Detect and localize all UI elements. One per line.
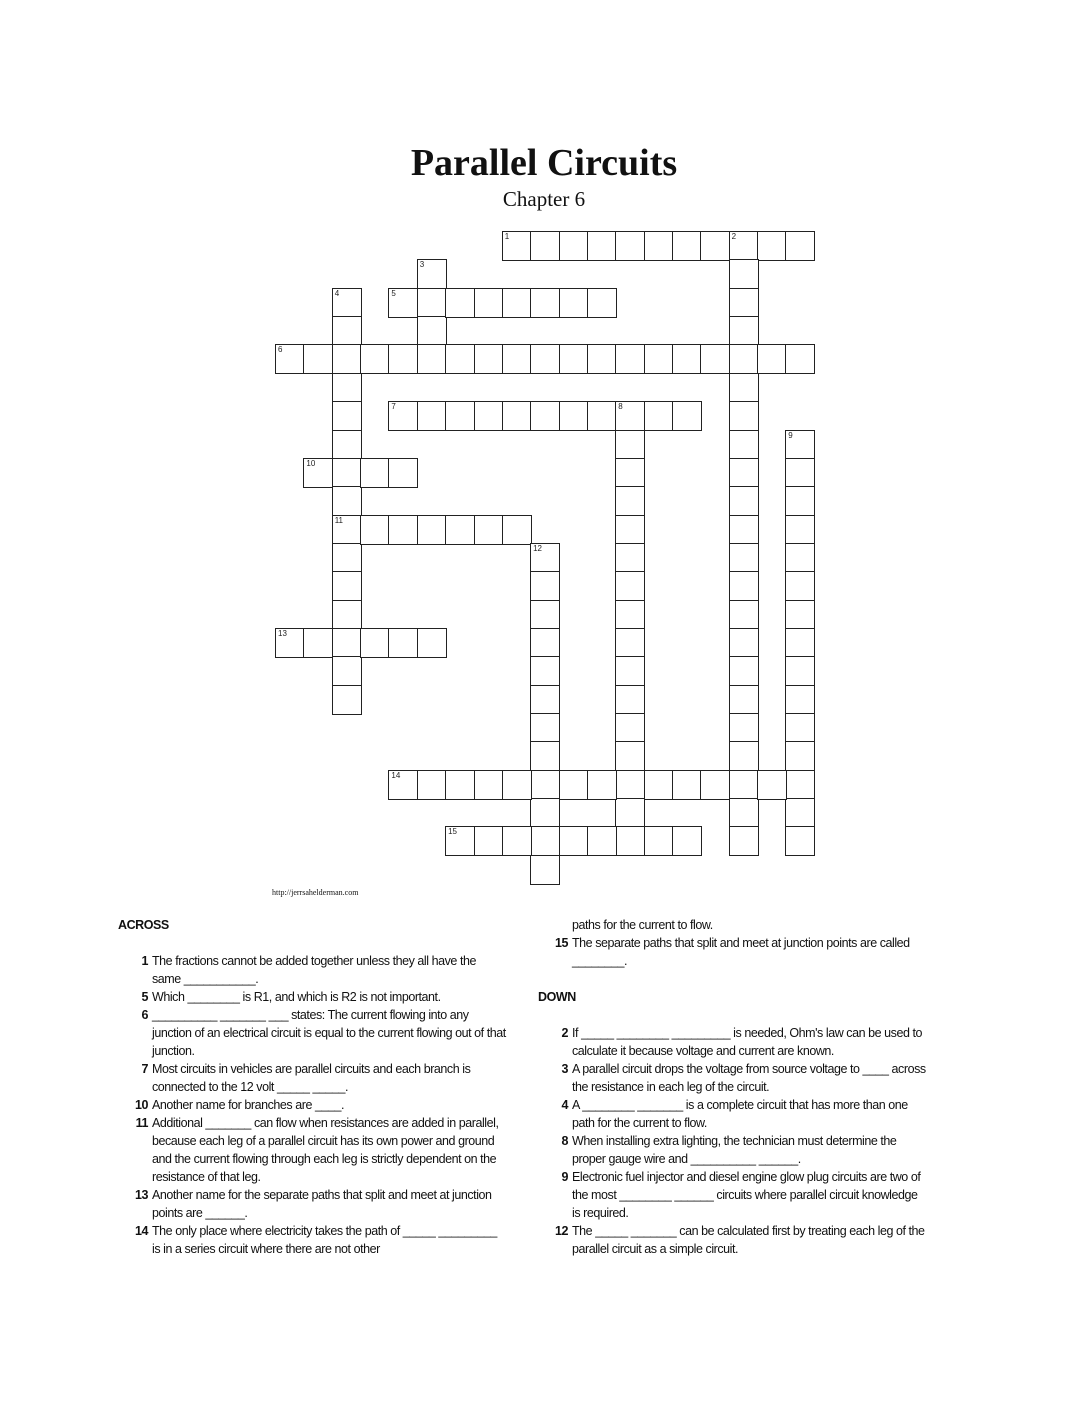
crossword-cell[interactable]	[785, 685, 815, 715]
cell-number: 11	[334, 515, 343, 525]
crossword-cell[interactable]	[332, 515, 362, 545]
cell-number: 3	[419, 260, 425, 270]
crossword-cell[interactable]	[615, 685, 645, 715]
clue-across-5	[118, 988, 518, 1006]
crossword-cell[interactable]	[672, 344, 702, 374]
cell-number: 8	[618, 402, 623, 412]
crossword-cell[interactable]	[332, 600, 362, 630]
clue-number: 13	[134, 1188, 148, 1202]
clue-across-6	[118, 1006, 518, 1060]
crossword-cell[interactable]	[417, 288, 447, 318]
crossword-cell[interactable]	[530, 571, 560, 601]
crossword-cell[interactable]	[417, 401, 447, 431]
crossword-cell[interactable]	[303, 344, 333, 374]
crossword-cell[interactable]	[757, 770, 787, 800]
crossword-cell[interactable]	[530, 628, 560, 658]
cell-number: 5	[391, 288, 396, 298]
clue-number: 5	[141, 990, 148, 1004]
clue-text: Another name for the separate paths that split and meet at junction points are ______.	[152, 1188, 492, 1220]
across-clue-list-continued	[538, 934, 938, 970]
crossword-cell[interactable]	[729, 430, 759, 460]
crossword-cell[interactable]	[615, 231, 645, 261]
crossword-cell[interactable]	[388, 288, 418, 318]
crossword-cell[interactable]	[474, 344, 504, 374]
clue-number: 4	[561, 1098, 568, 1112]
crossword-cell[interactable]	[332, 543, 362, 573]
crossword-cell[interactable]	[530, 600, 560, 630]
crossword-cell[interactable]	[445, 344, 475, 374]
clue-across_right-15	[538, 934, 938, 970]
crossword-cell[interactable]	[785, 344, 815, 374]
crossword-cell[interactable]	[615, 543, 645, 573]
crossword-cell[interactable]	[672, 826, 702, 856]
clue-text: Another name for branches are ____.	[152, 1098, 345, 1112]
clue-across-1	[118, 952, 518, 988]
cell-number: 2	[731, 232, 737, 241]
crossword-cell[interactable]	[417, 515, 447, 545]
clue-text: A ________ _______ is a complete circuit that has more than one path for the current to flow.	[572, 1098, 908, 1130]
crossword-cell[interactable]	[587, 770, 617, 800]
crossword-cell[interactable]	[615, 430, 645, 460]
clue-number: 3	[561, 1062, 568, 1076]
crossword-cell[interactable]	[559, 231, 589, 261]
clue-number: 6	[141, 1008, 148, 1022]
crossword-cell[interactable]	[700, 770, 730, 800]
crossword-cell[interactable]	[785, 656, 815, 686]
clue-across-14	[118, 1222, 518, 1258]
crossword-cell[interactable]	[785, 741, 815, 771]
crossword-cell[interactable]	[502, 401, 532, 431]
crossword-cell[interactable]	[785, 770, 815, 800]
crossword-cell[interactable]	[388, 458, 418, 488]
crossword-cell[interactable]	[530, 770, 560, 800]
clue-text: The _____ _______ can be calculated first by treating each leg of the parallel circuit as a simple circuit.	[572, 1224, 925, 1256]
crossword-cell[interactable]	[587, 288, 617, 318]
crossword-cell[interactable]	[729, 600, 759, 630]
crossword-cell[interactable]	[672, 770, 702, 800]
crossword-cell[interactable]	[332, 344, 362, 374]
crossword-cell[interactable]	[644, 770, 674, 800]
crossword-cell[interactable]	[530, 231, 560, 261]
crossword-cell[interactable]	[615, 798, 645, 828]
crossword-cell[interactable]	[785, 543, 815, 573]
clue-down-8	[538, 1132, 938, 1168]
crossword-cell[interactable]	[729, 373, 759, 403]
crossword-cell[interactable]	[388, 770, 418, 800]
crossword-cell[interactable]	[615, 458, 645, 488]
clue-text: The fractions cannot be added together unless they all have the same ___________.	[152, 954, 476, 986]
clue-across-7	[118, 1060, 518, 1096]
crossword-cell[interactable]	[700, 231, 730, 261]
crossword-cell[interactable]	[587, 344, 617, 374]
crossword-cell[interactable]	[332, 288, 362, 318]
crossword-cell[interactable]	[360, 515, 390, 545]
crossword-cell[interactable]	[445, 515, 475, 545]
clue-across-11	[118, 1114, 518, 1186]
crossword-cell[interactable]	[644, 231, 674, 261]
crossword-cell[interactable]	[502, 231, 532, 261]
crossword-cell[interactable]	[729, 515, 759, 545]
crossword-cell[interactable]	[785, 486, 815, 516]
crossword-cell[interactable]	[502, 770, 532, 800]
crossword-cell[interactable]	[530, 826, 560, 856]
crossword-cell[interactable]	[332, 628, 362, 658]
clue-across-10	[118, 1096, 518, 1114]
crossword-cell[interactable]	[445, 288, 475, 318]
crossword-cell[interactable]	[615, 600, 645, 630]
crossword-cell[interactable]	[502, 515, 532, 545]
crossword-cell[interactable]	[417, 770, 447, 800]
crossword-cell[interactable]	[332, 430, 362, 460]
crossword-cell[interactable]	[785, 826, 815, 856]
crossword-cell[interactable]	[559, 401, 589, 431]
crossword-cell[interactable]	[729, 571, 759, 601]
crossword-cell[interactable]	[672, 401, 702, 431]
crossword-cell[interactable]	[332, 373, 362, 403]
crossword-cell[interactable]	[530, 656, 560, 686]
clue-text: If _____ ________ _________ is needed, Ohm's law can be used to calculate it because voltage and current are known.	[572, 1026, 923, 1058]
crossword-cell[interactable]	[360, 628, 390, 658]
crossword-cell[interactable]	[785, 515, 815, 545]
crossword-cell[interactable]	[729, 231, 759, 261]
clue-text: __________ _______ ___ states: The current flowing into any junction of an electrical circuit is equal to the current flowing out of that junction.	[152, 1008, 506, 1058]
crossword-cell[interactable]	[729, 826, 759, 856]
crossword-cell[interactable]	[729, 543, 759, 573]
crossword-cell[interactable]	[332, 571, 362, 601]
crossword-cell[interactable]	[559, 288, 589, 318]
crossword-cell[interactable]	[729, 685, 759, 715]
crossword-cell[interactable]	[417, 344, 447, 374]
crossword-cell[interactable]	[388, 401, 418, 431]
crossword-cell[interactable]	[417, 316, 447, 346]
clue-number: 12	[554, 1224, 568, 1238]
crossword-cell[interactable]	[474, 401, 504, 431]
clues-right-column	[538, 916, 938, 1258]
clue-number: 11	[135, 1116, 148, 1130]
clue-number: 9	[561, 1170, 568, 1184]
clue-number: 10	[134, 1098, 148, 1112]
clue-text: The only place where electricity takes the path of _____ _________ is in a series circuit where there are not other	[152, 1224, 497, 1256]
cell-number: 4	[334, 288, 340, 298]
crossword-cell[interactable]	[474, 770, 504, 800]
crossword-cell[interactable]	[502, 344, 532, 374]
crossword-cell[interactable]	[757, 231, 787, 261]
clue-text: Which ________ is R1, and which is R2 is not important.	[152, 990, 441, 1004]
crossword-cell[interactable]	[615, 770, 645, 800]
crossword-cell[interactable]	[785, 600, 815, 630]
crossword-cell[interactable]	[729, 741, 759, 771]
crossword-cell[interactable]	[559, 770, 589, 800]
crossword-cell[interactable]	[785, 430, 815, 460]
crossword-cell[interactable]	[615, 741, 645, 771]
clue-text: The separate paths that split and meet at junction points are called ________.	[572, 936, 910, 968]
crossword-cell[interactable]	[474, 826, 504, 856]
clue-number: 15	[554, 936, 568, 950]
cell-number: 7	[391, 402, 396, 412]
clue-number: 1	[141, 954, 148, 968]
cell-number: 14	[391, 770, 401, 780]
crossword-cell[interactable]	[303, 628, 333, 658]
crossword-cell[interactable]	[530, 543, 560, 573]
crossword-cell[interactable]	[615, 571, 645, 601]
crossword-cell[interactable]	[530, 855, 560, 885]
crossword-cell[interactable]	[615, 515, 645, 545]
crossword-cell[interactable]	[502, 288, 532, 318]
clue-across-13	[118, 1186, 518, 1222]
crossword-cell[interactable]	[729, 713, 759, 743]
crossword-cell[interactable]	[445, 770, 475, 800]
cell-number: 15	[448, 827, 457, 837]
crossword-cell[interactable]	[332, 458, 362, 488]
crossword-cell[interactable]	[388, 628, 418, 658]
cell-number: 13	[278, 628, 287, 638]
crossword-cell[interactable]	[729, 770, 759, 800]
crossword-cell[interactable]	[785, 713, 815, 743]
crossword-cell[interactable]	[615, 401, 645, 431]
crossword-cell[interactable]	[332, 656, 362, 686]
clue-number: 2	[561, 1026, 568, 1040]
crossword-cell[interactable]	[530, 713, 560, 743]
crossword-cell[interactable]	[615, 486, 645, 516]
crossword-cell[interactable]	[559, 344, 589, 374]
crossword-cell[interactable]	[729, 316, 759, 346]
crossword-cell[interactable]	[445, 401, 475, 431]
crossword-cell[interactable]	[785, 571, 815, 601]
crossword-cell[interactable]	[332, 316, 362, 346]
crossword-cell[interactable]	[388, 515, 418, 545]
clue-number: 7	[141, 1062, 148, 1076]
crossword-cell[interactable]	[332, 401, 362, 431]
crossword-cell[interactable]	[530, 741, 560, 771]
crossword-cell[interactable]	[615, 826, 645, 856]
crossword-cell[interactable]	[530, 344, 560, 374]
crossword-cell[interactable]	[388, 344, 418, 374]
crossword-cell[interactable]	[360, 458, 390, 488]
across-clue-list	[118, 952, 518, 1258]
crossword-cell[interactable]	[417, 628, 447, 658]
crossword-cell[interactable]	[474, 515, 504, 545]
crossword-cell[interactable]	[275, 628, 305, 658]
clue-number: 8	[561, 1134, 568, 1148]
clue-down-12	[538, 1222, 938, 1258]
cell-number: 1	[504, 232, 510, 241]
crossword-cell[interactable]	[615, 713, 645, 743]
crossword-cell[interactable]	[360, 344, 390, 374]
crossword-cell[interactable]	[445, 826, 475, 856]
crossword-cell[interactable]	[502, 826, 532, 856]
clue-text: A parallel circuit drops the voltage from source voltage to ____ across the resistance in each leg of the circuit.	[572, 1062, 926, 1094]
crossword-cell[interactable]	[530, 798, 560, 828]
crossword-cell[interactable]	[757, 344, 787, 374]
crossword-cell[interactable]	[644, 826, 674, 856]
crossword-cell[interactable]	[644, 401, 674, 431]
clue-down-3	[538, 1060, 938, 1096]
crossword-cell[interactable]	[530, 288, 560, 318]
crossword-cell[interactable]	[729, 401, 759, 431]
clue-down-9	[538, 1168, 938, 1222]
crossword-cell[interactable]	[729, 798, 759, 828]
crossword-cell[interactable]	[729, 656, 759, 686]
crossword-cell[interactable]	[672, 231, 702, 261]
across-heading: ACROSS	[118, 918, 169, 932]
clue-number: 14	[134, 1224, 148, 1238]
clue-text: Additional _______ can flow when resistances are added in parallel, because each leg of a parallel circuit has its own power and ground and the current flowing through each leg is strictly dependent on the resistance of that leg.	[152, 1116, 499, 1184]
crossword-cell[interactable]	[729, 344, 759, 374]
crossword-cell[interactable]	[587, 826, 617, 856]
cell-number: 6	[278, 345, 283, 355]
crossword-cell[interactable]	[332, 486, 362, 516]
cell-number: 12	[533, 543, 542, 553]
crossword-cell[interactable]	[785, 458, 815, 488]
crossword-cell[interactable]	[785, 231, 815, 261]
clue-down-4	[538, 1096, 938, 1132]
crossword-cell[interactable]	[615, 656, 645, 686]
crossword-cell[interactable]	[587, 231, 617, 261]
across-clue-continuation: paths for the current to flow.	[572, 918, 713, 932]
crossword-cell[interactable]	[530, 401, 560, 431]
crossword-cell[interactable]	[332, 685, 362, 715]
crossword-cell[interactable]	[275, 344, 305, 374]
crossword-cell[interactable]	[729, 458, 759, 488]
crossword-cell[interactable]	[644, 344, 674, 374]
down-clue-list	[538, 1024, 938, 1258]
crossword-cell[interactable]	[587, 401, 617, 431]
crossword-cell[interactable]	[417, 259, 447, 289]
down-heading: DOWN	[538, 990, 576, 1004]
crossword-cell[interactable]	[700, 344, 730, 374]
cell-number: 10	[306, 458, 316, 468]
crossword-cell[interactable]	[474, 288, 504, 318]
clue-text: When installing extra lighting, the technician must determine the proper gauge wire and __________ ______.	[572, 1134, 897, 1166]
crossword-cell[interactable]	[530, 685, 560, 715]
puzzle-title: Parallel Circuits	[410, 142, 678, 184]
crossword-cell[interactable]	[615, 628, 645, 658]
crossword-cell[interactable]	[615, 344, 645, 374]
clue-text: Most circuits in vehicles are parallel circuits and each branch is connected to the 12 volt _____ _____.	[152, 1062, 471, 1094]
site-url: http://jerrsahelderman.com	[272, 888, 359, 897]
crossword-cell[interactable]	[729, 288, 759, 318]
clue-down-2	[538, 1024, 938, 1060]
clue-text: Electronic fuel injector and diesel engine glow plug circuits are two of the most ________ ______ circuits where parallel circuit knowledge is required.	[572, 1170, 921, 1220]
crossword-cell[interactable]	[785, 798, 815, 828]
crossword-cell[interactable]	[729, 628, 759, 658]
crossword-cell[interactable]	[785, 628, 815, 658]
puzzle-subtitle: Chapter 6	[502, 187, 586, 211]
cell-number: 9	[788, 430, 793, 440]
crossword-cell[interactable]	[729, 486, 759, 516]
crossword-cell[interactable]	[559, 826, 589, 856]
crossword-cell[interactable]	[303, 458, 333, 488]
crossword-cell[interactable]	[729, 259, 759, 289]
clues-left-column	[118, 916, 518, 1258]
